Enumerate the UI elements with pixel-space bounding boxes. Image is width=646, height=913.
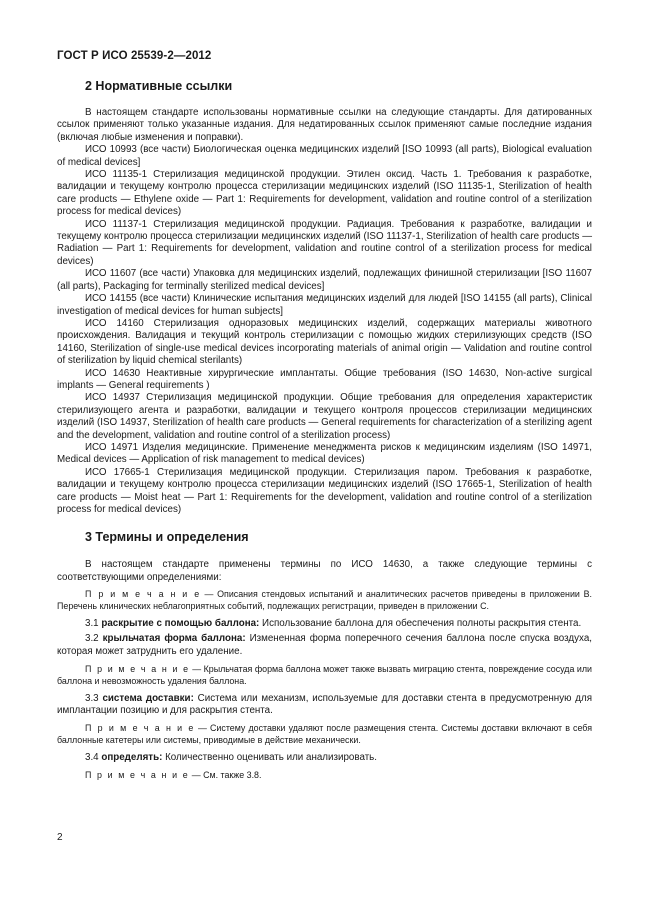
reference-item: ИСО 11607 (все части) Упаковка для медицинских изделий, подлежащих финишной стерилизации [ISO 11607 (all parts), Packaging for terminally sterilized medical devices] [57, 268, 592, 292]
reference-item: ИСО 14937 Стерилизация медицинской продукции. Общие требования для определения характеристик стерилизующего агента и разработки, валидации и текущего контроля процессов стерилизации медицинских изделий (ISO 14937, Sterilization of health care products — General requirements for characterization of a sterilizing agent and the development, validation and routine control of a sterilization process) [57, 392, 592, 441]
note-label: П р и м е ч а н и е [85, 723, 195, 734]
note-label: П р и м е ч а н и е [85, 770, 190, 781]
reference-item: ИСО 14160 Стерилизация одноразовых медицинских изделий, содержащих материалы животного происхождения. Валидация и текущий контроль стерилизации с помощью жидких стерилизующих средств (ISO 14160, Sterilization of single-use medical devices incorporating materials of animal origin — Validation and routine control of sterilization by liquid chemical sterilants) [57, 317, 592, 367]
term-name: система доставки: [102, 692, 194, 704]
note-text: — Описания стендовых испытаний и аналитических расчетов приведены в приложении В. Перечень клинических неблагоприятных событий, подлежащих регистрации, приведен в приложении С. [57, 589, 592, 612]
term-number: 3.2 [85, 633, 103, 645]
reference-item: ИСО 17665-1 Стерилизация медицинской продукции. Стерилизация паром. Требования к разработке, валидации и текущему контролю процесса стерилизации медицинских изделий (ISO 17665-1, Sterilization of health care products — Moist heat — Part 1: Requirements for the development, validation and routine control of a sterilization process for medical devices) [57, 466, 592, 515]
note-paragraph [57, 664, 592, 688]
term-definition: Количественно оценивать или анализировать. [162, 752, 378, 764]
note-text: — См. также 3.8. [189, 770, 262, 781]
term-name: определять: [101, 752, 163, 764]
reference-item: ИСО 14155 (все части) Клинические испытания медицинских изделий для людей [ISO 14155 (all parts), Clinical investigation of medical devices for human subjects] [57, 293, 592, 317]
term-definition: Измененная форма поперечного сечения баллона после спуска воздуха, которая может затруднить его удаление. [57, 633, 592, 657]
term-number: 3.3 [85, 692, 103, 704]
reference-item: ИСО 11135-1 Стерилизация медицинской продукции. Этилен оксид. Часть 1. Требования к разработке, валидации и текущему контролю процесса стерилизации медицинских изделий (ISO 11135-1, Sterilization of health care products — Ethylene oxide — Part 1: Requirements for development, validation and routine control of a sterilization process for medical devices) [57, 169, 592, 218]
section-2-intro: В настоящем стандарте использованы нормативные ссылки на следующие стандарты. Для датированных ссылок применяют только указанные издания. Для недатированных ссылок применяют самые последние издания (включая любые изменения и поправки). [57, 107, 592, 143]
note-text: — Крыльчатая форма баллона может также вызвать миграцию стента, повреждение сосуда или баллона и невозможность удаления баллона. [57, 664, 592, 686]
page-content [57, 78, 592, 782]
term-name: крыльчатая форма баллона: [102, 633, 246, 645]
term-number: 3.4 [85, 752, 102, 764]
term-number: 3.1 [85, 617, 102, 629]
running-header: ГОСТ Р ИСО 25539-2—2012 [57, 50, 212, 62]
term-name: раскрытие с помощью баллона: [101, 617, 260, 629]
term-3-4 [57, 752, 592, 764]
term-definition: Система или механизм, используемые для доставки стента в предусмотренную для имплантации позицию и для раскрытия стента. [57, 692, 593, 717]
section-3-title: 3 Термины и определения [85, 530, 249, 545]
term-3-2 [57, 633, 592, 658]
reference-item: ИСО 14630 Неактивные хирургические имплантаты. Общие требования (ISO 14630, Non-active surgical implants — General requirements ) [57, 367, 592, 391]
section-3-intro: В настоящем стандарте применены термины по ИСО 14630, а также следующие термины с соответствующими определениями: [57, 559, 592, 583]
term-3-3 [57, 693, 592, 718]
note-paragraph [57, 770, 592, 782]
note-label: П р и м е ч а н и е [85, 664, 190, 675]
reference-item: ИСО 10993 (все части) Биологическая оценка медицинских изделий [ISO 10993 (all parts), Biological evaluation of medical devices] [57, 144, 592, 168]
section-2-title: 2 Нормативные ссылки [85, 79, 233, 93]
term-definition: Использование баллона для обеспечения полноты раскрытия стента. [259, 617, 582, 629]
note-label: П р и м е ч а н и е [85, 589, 201, 600]
page-number: 2 [57, 832, 63, 843]
note-paragraph [57, 723, 592, 747]
reference-item: ИСО 11137-1 Стерилизация медицинской продукции. Радиация. Требования к разработке, валидации и текущему контролю процесса стерилизации медицинских изделий (ISO 11137-1, Sterilization of health care products — Radiation — Part 1: Requirements for development, validation and routine control of a sterilization process for medical devices) [57, 218, 592, 267]
reference-item: ИСО 14971 Изделия медицинские. Применение менеджмента рисков к медицинским изделиям (ISO 14971, Medical devices — Application of risk management to medical devices) [57, 441, 592, 466]
note-paragraph [57, 589, 592, 613]
term-3-1 [57, 618, 592, 630]
note-text: — Систему доставки удаляют после размещения стента. Системы доставки включают в себя баллонные катетеры или системы, приводимые в действие механически. [57, 723, 592, 746]
